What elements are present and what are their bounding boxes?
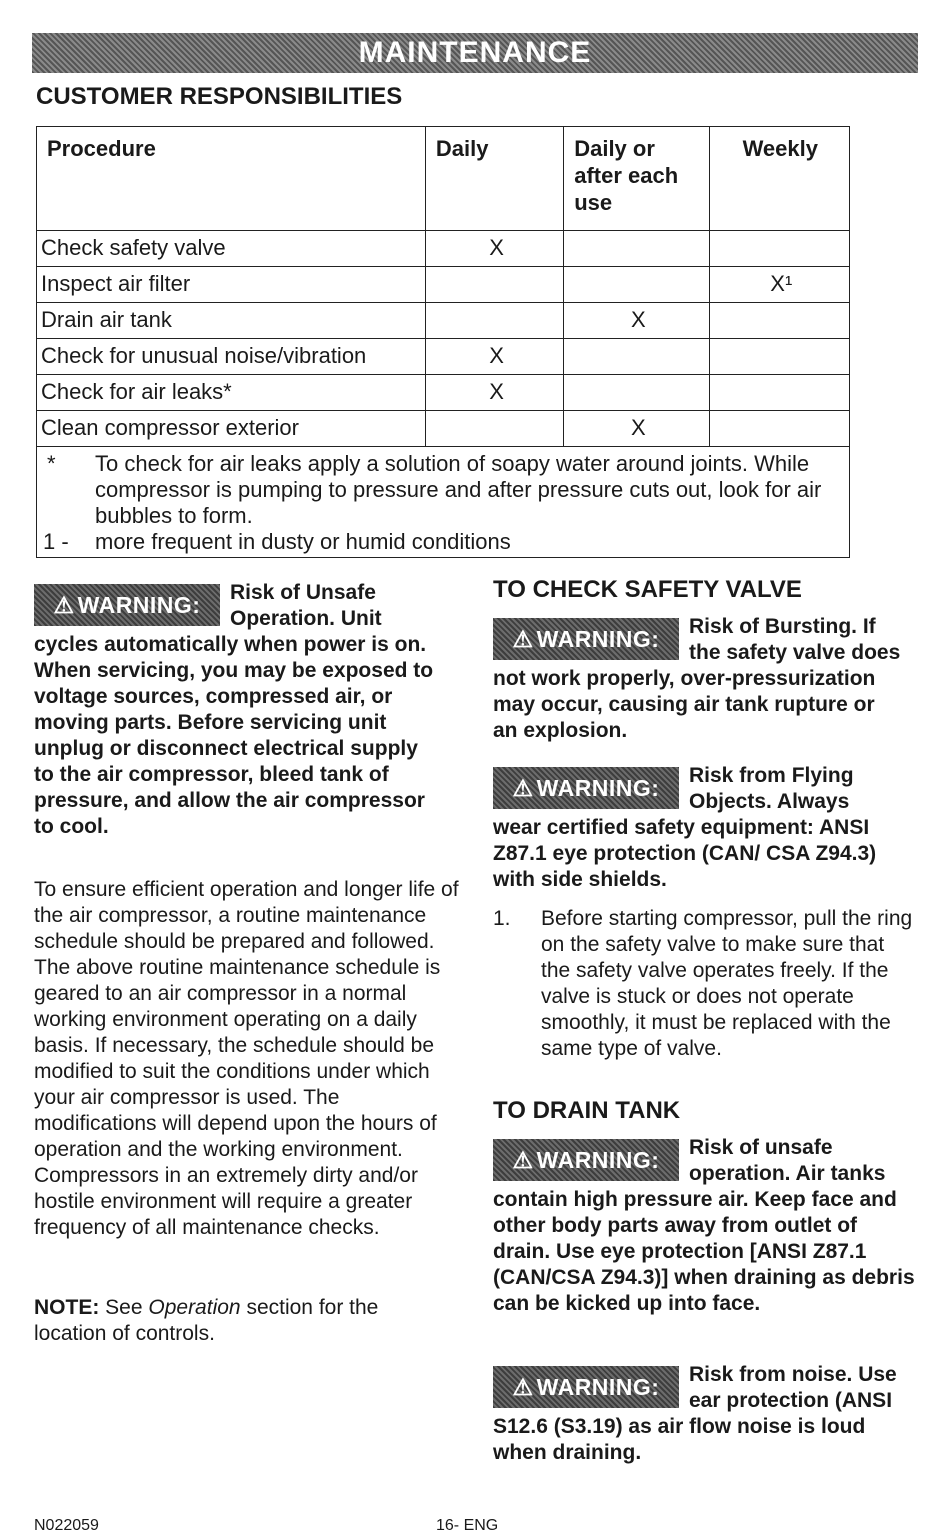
warning-text: Risk of Unsafe Operation. Unit cycles automatically when power is on. When servicing, you may be exposed to voltage sources, compressed air, or moving parts. Before servicing unit unplug or disconnect electrical supply to the air compressor, bleed tank of pressure, and allow the air compressor to cool. bbox=[34, 581, 434, 838]
maintenance-paragraph: To ensure efficient operation and longer life of the air compressor, a routine maintenance schedule should be prepared and followed. The above routine maintenance schedule is geared to an air compressor in a normal working environment operating on a daily basis. If necessary, the schedule should be modified to suit the conditions under which your air compressor is used. The modifications will depend upon the hours of operation and the working environment. Compressors in an extremely dirty and/or hostile environment will require a greater frequency of all maintenance checks. bbox=[34, 878, 459, 1239]
procedure-cell: Clean compressor exterior bbox=[37, 411, 426, 447]
daily-after-cell bbox=[564, 375, 709, 411]
header-daily-after-use: Daily or after each use bbox=[564, 127, 709, 231]
procedure-cell: Inspect air filter bbox=[37, 267, 426, 303]
weekly-cell bbox=[709, 375, 849, 411]
note-asterisk bbox=[43, 451, 841, 529]
note-operation-ref: Operation bbox=[148, 1296, 241, 1319]
weekly-cell bbox=[709, 339, 849, 375]
daily-cell: X bbox=[425, 339, 563, 375]
note-text: To check for air leaks apply a solution of soapy water around joints. While compressor is pumping to pressure and after pressure cuts out, look for air bubbles to form. bbox=[95, 451, 822, 528]
warning-triangle-icon: ⚠ bbox=[53, 592, 75, 618]
warning-unsafe-operation bbox=[34, 580, 434, 840]
weekly-cell bbox=[709, 231, 849, 267]
warning-triangle-icon: ⚠ bbox=[512, 775, 534, 801]
weekly-cell bbox=[709, 411, 849, 447]
warning-triangle-icon: ⚠ bbox=[512, 1374, 534, 1400]
daily-cell bbox=[425, 411, 563, 447]
procedure-cell: Check for unusual noise/vibration bbox=[37, 339, 426, 375]
warning-text: Risk from Flying Objects. Always wear certified safety equipment: ANSI Z87.1 eye protection (CAN/ CSA Z94.3) with side shields. bbox=[493, 764, 877, 891]
header-procedure: Procedure bbox=[37, 127, 426, 231]
drain-tank-title: TO DRAIN TANK bbox=[493, 1097, 681, 1124]
procedure-cell: Check safety valve bbox=[37, 231, 426, 267]
warning-badge: ⚠ WARNING: bbox=[493, 618, 679, 660]
daily-after-cell: X bbox=[564, 411, 709, 447]
daily-cell bbox=[425, 303, 563, 339]
warning-text: Risk from noise. Use ear protection (ANSI S12.6 (S3.19) as air flow noise is loud when draining. bbox=[493, 1363, 897, 1464]
maintenance-banner bbox=[32, 33, 918, 73]
warning-badge: ⚠ WARNING: bbox=[34, 584, 220, 626]
table-row bbox=[37, 411, 850, 447]
procedure-cell: Drain air tank bbox=[37, 303, 426, 339]
warning-bursting bbox=[493, 614, 903, 744]
header-weekly: Weekly bbox=[709, 127, 849, 231]
table-row bbox=[37, 339, 850, 375]
note-key: 1 - bbox=[43, 529, 69, 554]
safety-valve-step bbox=[493, 906, 918, 1062]
weekly-cell bbox=[709, 303, 849, 339]
daily-cell: X bbox=[425, 375, 563, 411]
daily-after-cell bbox=[564, 267, 709, 303]
warning-triangle-icon: ⚠ bbox=[512, 1147, 534, 1173]
warning-badge: ⚠ WARNING: bbox=[493, 1139, 679, 1181]
table-row bbox=[37, 375, 850, 411]
warning-noise bbox=[493, 1362, 913, 1466]
note-one bbox=[43, 529, 841, 555]
step-number: 1. bbox=[493, 907, 511, 930]
daily-after-cell bbox=[564, 231, 709, 267]
warning-text: Risk of Bursting. If the safety valve does not work properly, over-pressurization may occur, causing air tank rupture or an explosion. bbox=[493, 615, 901, 742]
daily-cell bbox=[425, 267, 563, 303]
daily-after-cell: X bbox=[564, 303, 709, 339]
warning-text: Risk of unsafe operation. Air tanks contain high pressure air. Keep face and other body parts away from outlet of drain. Use eye protection [ANSI Z87.1 (CAN/CSA Z94.3)] when draining as debris can be kicked up into face. bbox=[493, 1136, 915, 1315]
section-title: CUSTOMER RESPONSIBILITIES bbox=[36, 83, 403, 110]
document-code: N022059 bbox=[34, 1517, 99, 1534]
safety-valve-title: TO CHECK SAFETY VALVE bbox=[493, 576, 802, 603]
table-notes bbox=[37, 447, 850, 558]
note-key: * bbox=[47, 451, 56, 476]
table-row bbox=[37, 267, 850, 303]
header-daily: Daily bbox=[425, 127, 563, 231]
table-header-row bbox=[37, 127, 850, 231]
step-text: Before starting compressor, pull the ring on the safety valve to make sure that the safety valve operates freely. If the valve is stuck or does not operate smoothly, it must be replaced with the same type of valve. bbox=[541, 907, 913, 1060]
warning-triangle-icon: ⚠ bbox=[512, 626, 534, 652]
table-row bbox=[37, 231, 850, 267]
note-paragraph: NOTE: See Operation section for the location of controls. bbox=[34, 1296, 379, 1345]
warning-badge: ⚠ WARNING: bbox=[493, 1366, 679, 1408]
warning-badge: ⚠ WARNING: bbox=[493, 767, 679, 809]
table-notes-row bbox=[37, 447, 850, 558]
weekly-cell: X¹ bbox=[709, 267, 849, 303]
page-number: 16- ENG bbox=[436, 1517, 499, 1534]
daily-cell: X bbox=[425, 231, 563, 267]
daily-after-cell bbox=[564, 339, 709, 375]
warning-drain-tank bbox=[493, 1135, 918, 1317]
procedure-cell: Check for air leaks* bbox=[37, 375, 426, 411]
maintenance-table bbox=[36, 126, 850, 558]
note-label: NOTE: bbox=[34, 1296, 100, 1319]
warning-flying-objects bbox=[493, 763, 893, 893]
banner-title: MAINTENANCE bbox=[358, 36, 592, 69]
note-text: more frequent in dusty or humid conditions bbox=[95, 529, 511, 554]
table-row bbox=[37, 303, 850, 339]
